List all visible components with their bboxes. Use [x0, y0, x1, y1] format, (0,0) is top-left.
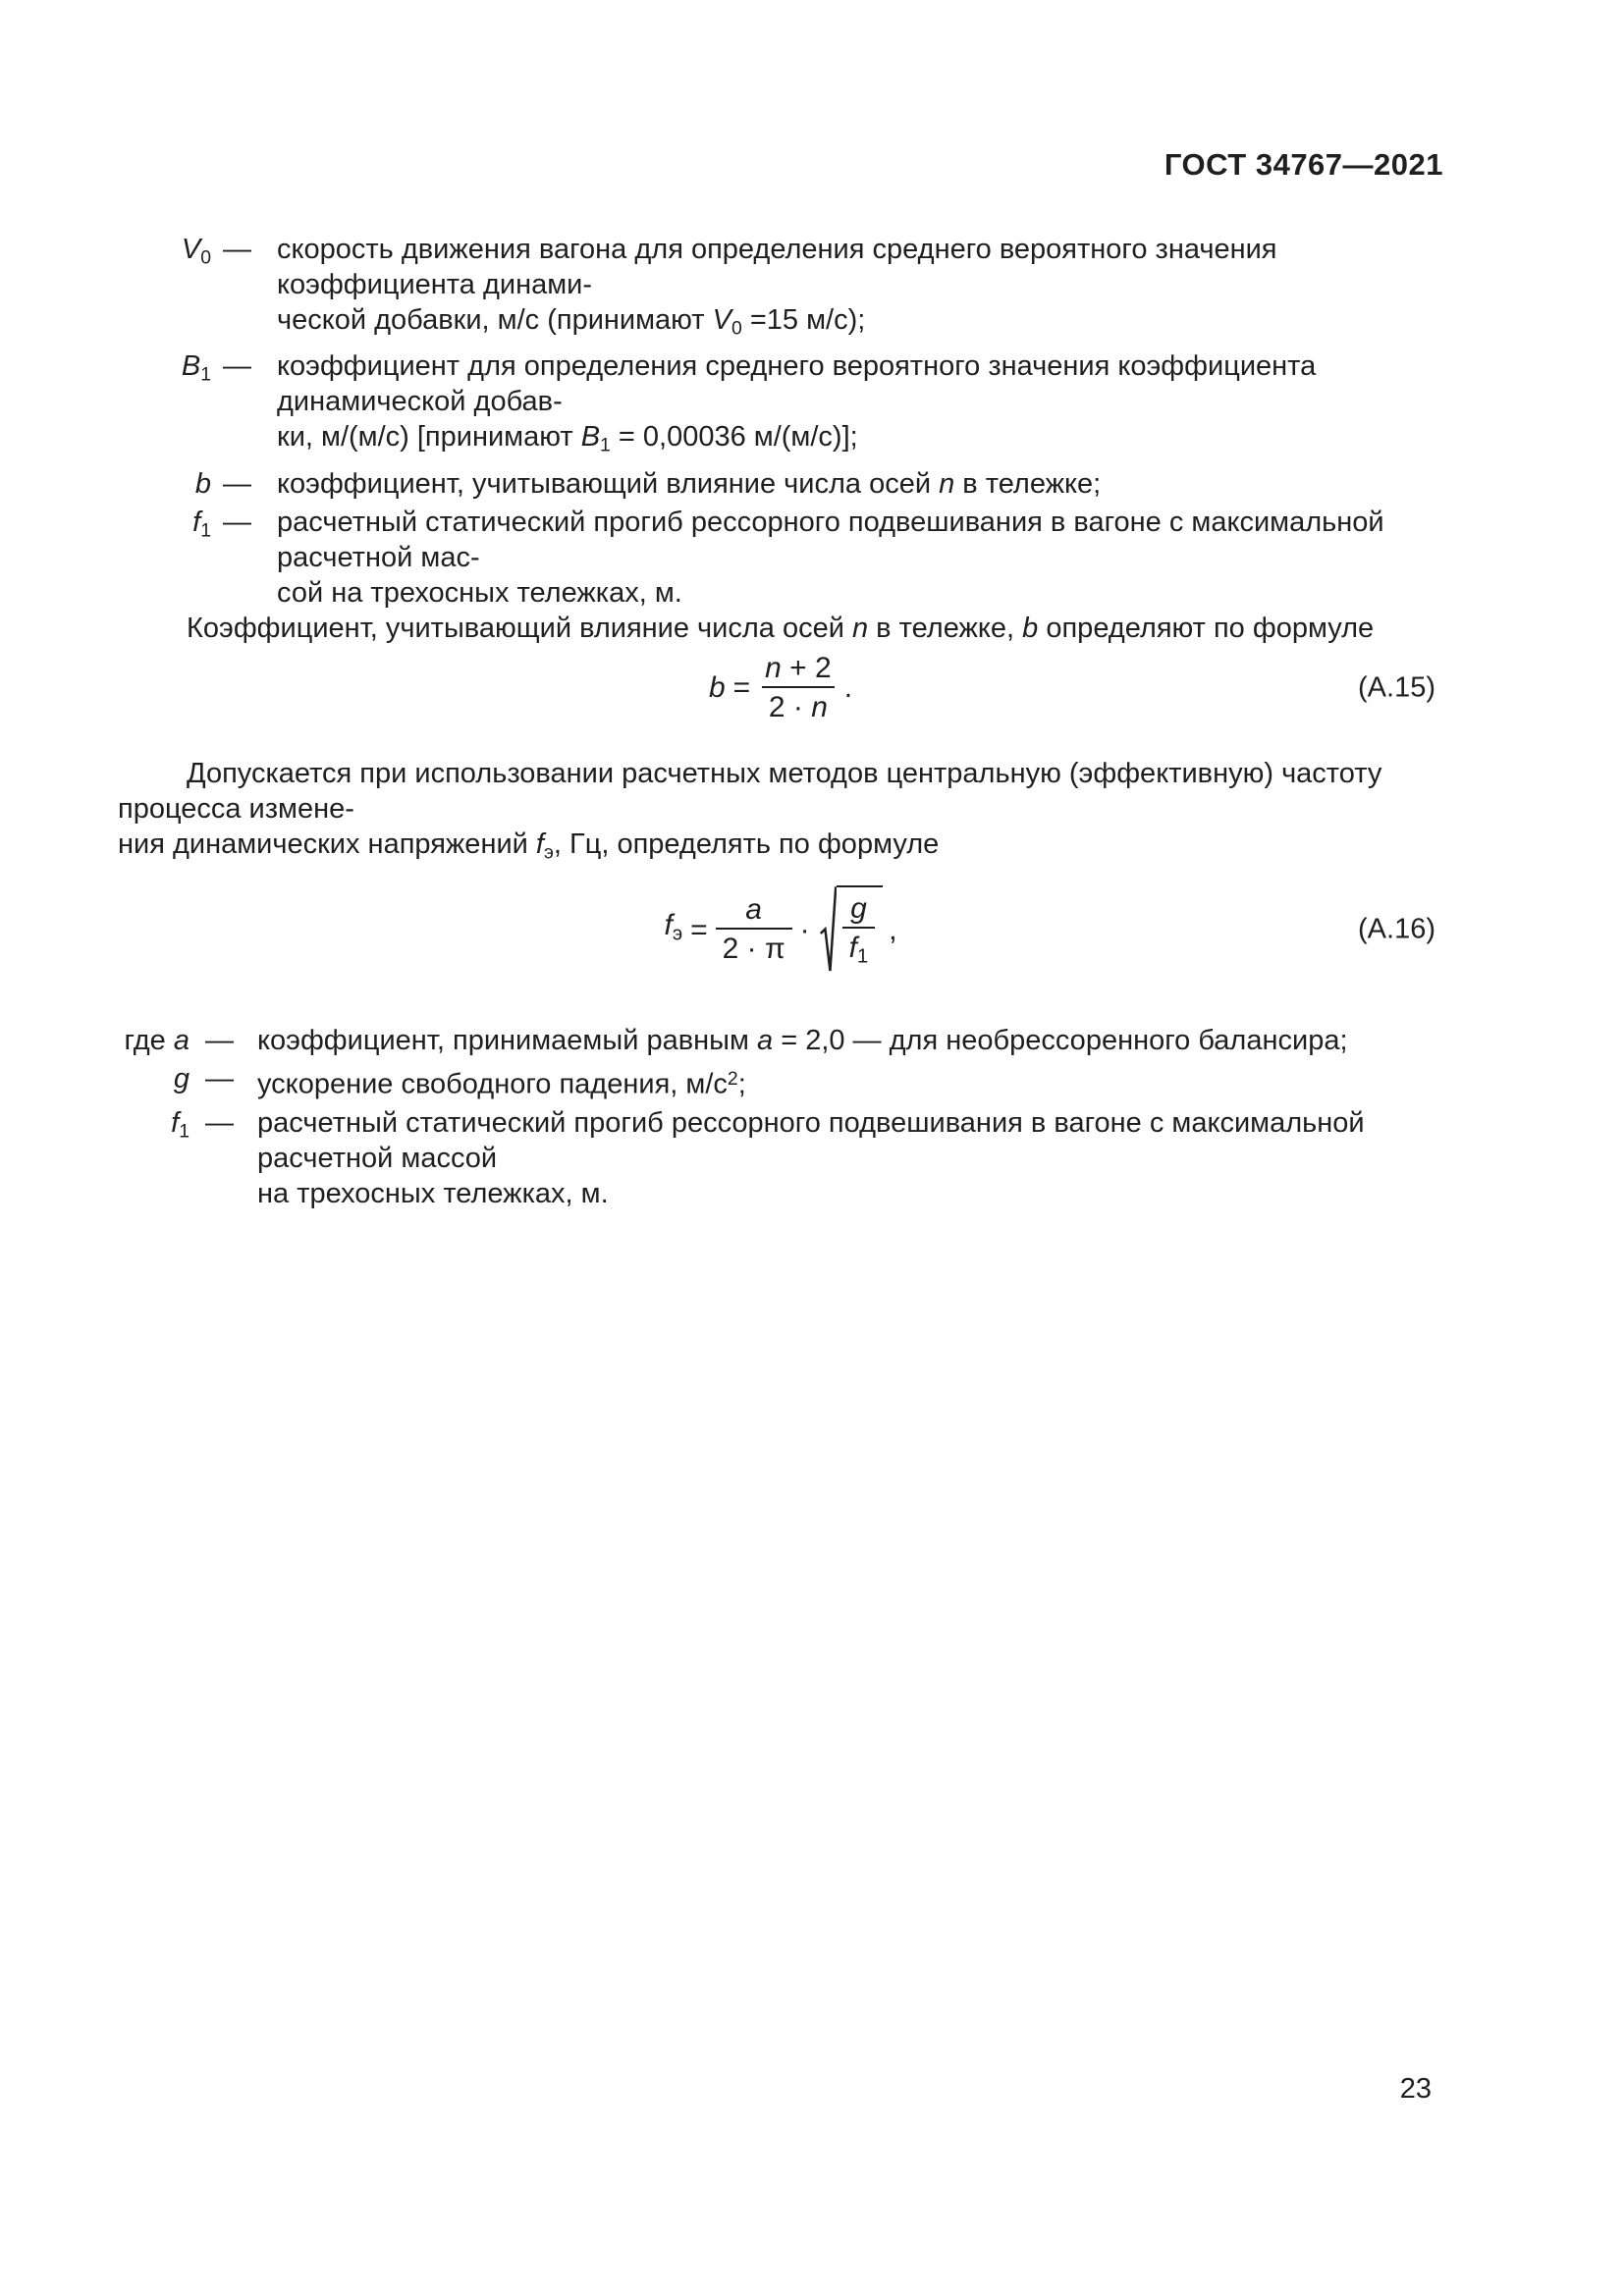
equals-sign: = [690, 913, 708, 946]
definition-text: ускорение свободного падения, $м/с^2$; [257, 1068, 746, 1101]
symbol-definitions-list [118, 232, 1443, 611]
dash-separator: — [205, 1107, 234, 1140]
symbol-v0: $V_0$ [181, 234, 211, 269]
page-content [118, 232, 1443, 1211]
document-code-header: ГОСТ 34767—2021 [1164, 147, 1443, 182]
definition-text: коэффициент, учитывающий влияние числа осей n в тележке; [277, 467, 1102, 500]
fraction [842, 891, 876, 975]
fraction [758, 651, 839, 725]
formula-a16 [118, 870, 1443, 989]
symbol-f1: $f_1$ [171, 1107, 189, 1143]
definition-text: коэффициент, принимаемый равным a = 2,0 — для необрессоренного балансира; [257, 1025, 1348, 1057]
fraction [716, 892, 792, 967]
dash-separator: — [223, 350, 251, 383]
fraction-numerator: g [850, 892, 867, 925]
dash-separator: — [205, 1063, 234, 1095]
definition-text: скорость движения вагона для определения среднего вероятного значения коэффициента динами- ческой добавки, м/с (принимают $V_0 =15$ м/с); [277, 234, 1277, 340]
formula-a15 [118, 646, 1443, 730]
symbol-b: b [194, 467, 211, 500]
definition-text: коэффициент для определения среднего вероятного значения коэффициента динамической добав- ки, м/(м/с) [принимают $B_1 = 0,00036$ м/(м/с)]; [277, 350, 1317, 456]
where-definitions-list [118, 1023, 1443, 1211]
equals-sign: = [732, 671, 751, 705]
fraction-denominator: $f_1$ [842, 927, 876, 975]
formula-punctuation: . [843, 671, 853, 705]
paragraph-formula-a15-intro: Коэффициент, учитывающий влияние числа осей n в тележке, b определяют по формуле [187, 612, 1375, 644]
symbol-b1: $B_1$ [181, 350, 211, 386]
square-root [820, 885, 884, 975]
paragraph-formula-a16-intro: Допускается при использовании расчетных методов центральную (эффективную) частоту процесса измене- ния динамических напряжений $f_э$, Гц, определять по формуле [118, 757, 1382, 864]
radicand [837, 885, 884, 975]
fraction-denominator: 2 · n [762, 686, 835, 725]
multiplication-dot: · [799, 913, 810, 946]
formula-label-a15: (А.15) [1358, 671, 1435, 704]
formula-a15-expression [709, 651, 852, 725]
dash-separator: — [223, 506, 251, 538]
symbol-f1: $f_1$ [192, 506, 211, 542]
definition-text: расчетный статический прогиб рессорного подвешивания в вагоне с максимальной расчетной мас- сой на трехосных тележках, м. [277, 506, 1384, 609]
formula-label-a16: (А.16) [1358, 913, 1435, 945]
dash-separator: — [223, 467, 251, 500]
fraction-denominator: 2 · π [716, 928, 792, 967]
definition-text: расчетный статический прогиб рессорного подвешивания в вагоне с максимальной расчетной массой на трехосных тележках, м. [257, 1107, 1365, 1210]
fraction-numerator: a [745, 893, 762, 927]
formula-lhs: b [708, 671, 726, 705]
dash-separator: — [205, 1025, 234, 1057]
formula-a16-expression [664, 885, 896, 975]
fraction-numerator: n + 2 [765, 651, 832, 684]
formula-punctuation: , [889, 913, 897, 946]
radical-icon [820, 885, 837, 975]
formula-lhs: $f_э$ [664, 909, 683, 945]
dash-separator: — [223, 234, 251, 265]
page-number: 23 [1399, 2073, 1432, 2105]
symbol-g: g [173, 1063, 189, 1095]
symbol-a: где a [124, 1025, 189, 1057]
